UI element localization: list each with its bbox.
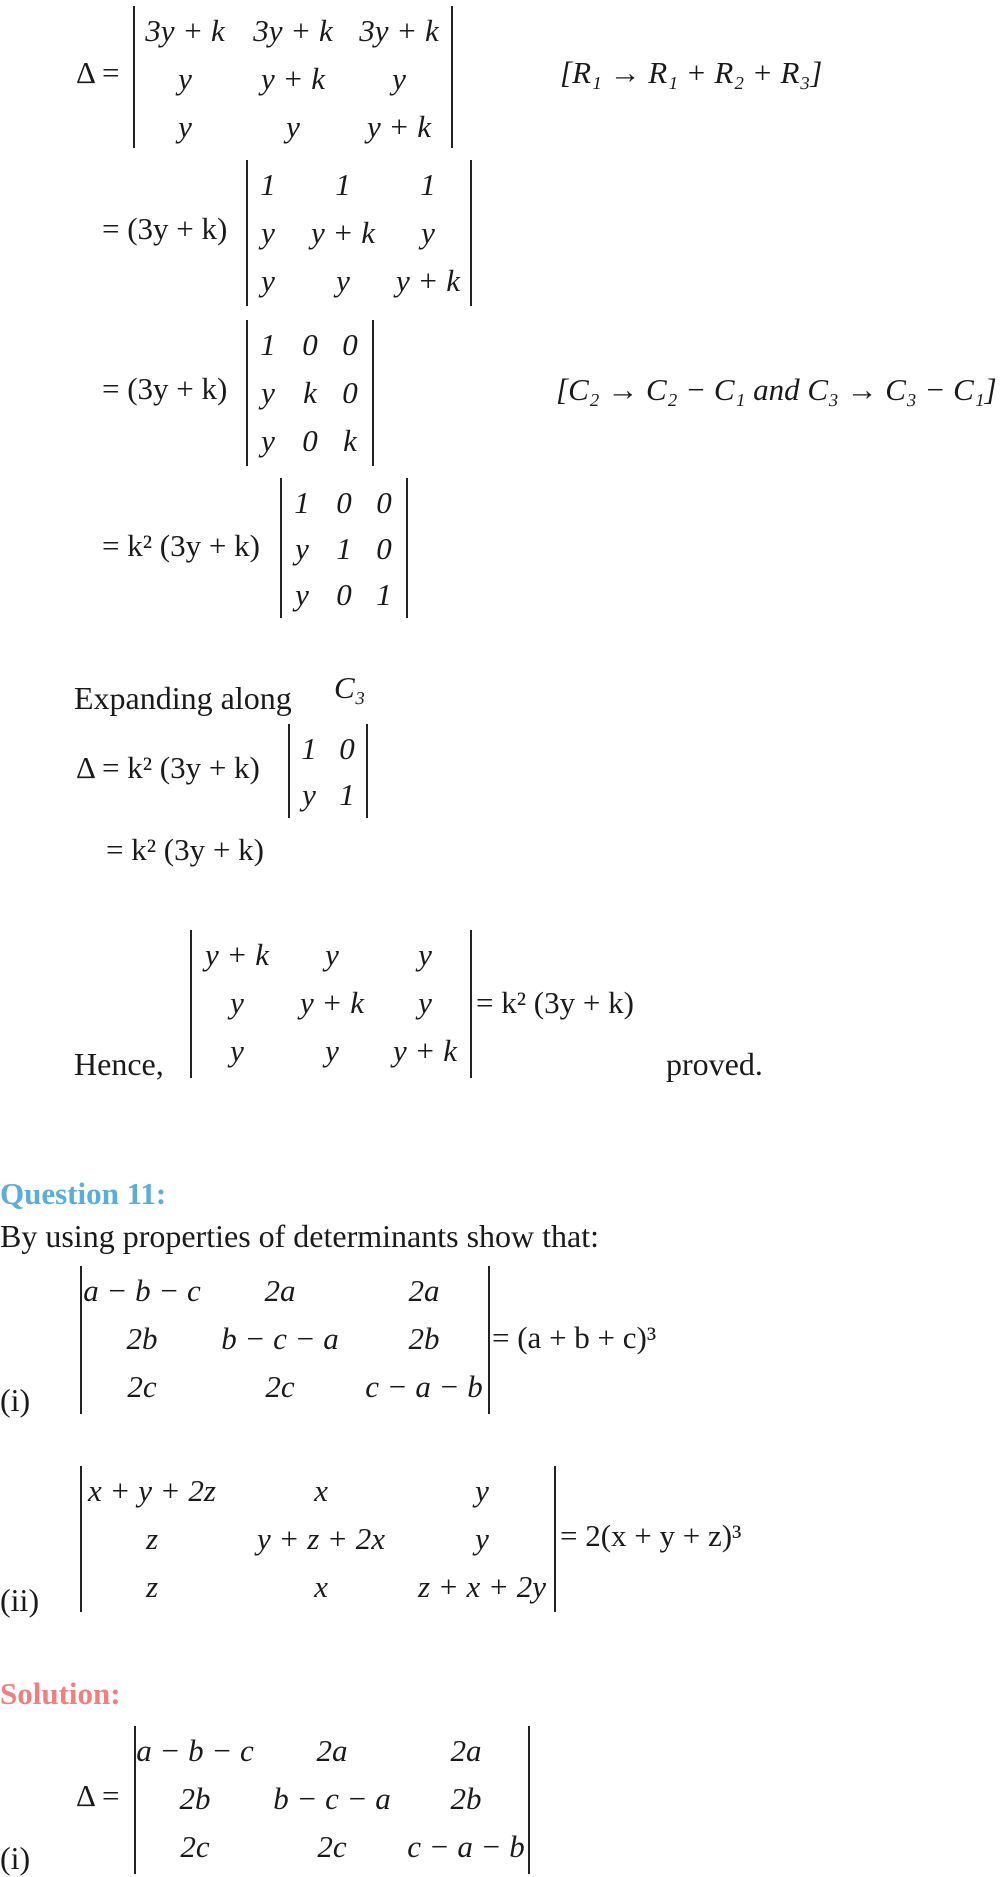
determinant-hence	[190, 930, 472, 1078]
matrix-cell: y	[261, 375, 275, 410]
matrix-cell: z + x + 2y	[418, 1569, 546, 1604]
part-label: (ii)	[0, 1582, 40, 1618]
determinant-4	[280, 478, 408, 618]
matrix-cell: y	[418, 937, 432, 972]
matrix-cell: 2b	[126, 1321, 158, 1356]
matrix-cell: y	[421, 215, 435, 250]
factor-prefix: = (3y + k)	[102, 211, 228, 246]
determinant-5	[288, 724, 368, 818]
matrix-cell: 1	[339, 777, 355, 812]
matrix-cell: 1	[294, 485, 310, 520]
matrix-cell: 2c	[127, 1369, 157, 1404]
matrix-cell: c − a − b	[407, 1829, 525, 1864]
matrix-cell: x	[314, 1473, 328, 1508]
matrix-cell: y	[230, 1033, 244, 1068]
matrix-cell: y	[325, 937, 339, 972]
matrix-cell: k	[303, 375, 317, 410]
matrix-cell: y	[261, 423, 275, 458]
expanding-variable: C₃	[334, 670, 366, 705]
matrix-cell: y + k	[393, 1033, 457, 1068]
matrix-cell: y + z + 2x	[257, 1521, 385, 1556]
determinant-3	[246, 320, 374, 466]
matrix-cell: y	[178, 61, 192, 96]
row-operation-note: [R₁ → R₁ + R₂ + R₃]	[560, 55, 823, 90]
matrix-cell: 2c	[265, 1369, 295, 1404]
determinant-1	[133, 6, 453, 148]
determinant-question-2	[80, 1466, 556, 1612]
matrix-cell: c − a − b	[365, 1369, 483, 1404]
matrix-cell: 2b	[450, 1781, 482, 1816]
matrix-cell: y	[261, 263, 275, 298]
matrix-cell: 1	[260, 167, 276, 202]
matrix-cell: a − b − c	[83, 1273, 201, 1308]
matrix-cell: 2b	[179, 1781, 211, 1816]
matrix-cell: 2a	[408, 1273, 440, 1308]
solution-title: Solution:	[0, 1676, 121, 1711]
matrix-cell: 1	[301, 731, 317, 766]
matrix-cell: 2a	[316, 1733, 348, 1768]
matrix-cell: z	[145, 1521, 159, 1556]
matrix-cell: k	[343, 423, 357, 458]
determinant-2	[246, 160, 472, 306]
matrix-cell: y	[178, 109, 192, 144]
matrix-cell: y	[230, 985, 244, 1020]
matrix-cell: y + k	[300, 985, 364, 1020]
matrix-cell: b − c − a	[273, 1781, 391, 1816]
factor-prefix: Δ = k² (3y + k)	[76, 750, 260, 785]
matrix-cell: y + k	[205, 937, 269, 972]
matrix-cell: a − b − c	[136, 1733, 254, 1768]
part-label: (i)	[0, 1382, 31, 1418]
matrix-cell: 1	[376, 577, 392, 612]
matrix-cell: 0	[336, 485, 352, 520]
factor-prefix: = (3y + k)	[102, 371, 228, 406]
matrix-cell: y	[475, 1473, 489, 1508]
matrix-cell: z	[145, 1569, 159, 1604]
part1-rhs: = (a + b + c)³	[492, 1320, 657, 1355]
matrix-cell: x	[314, 1569, 328, 1604]
factor-prefix: = k² (3y + k)	[102, 528, 260, 563]
result-line: = k² (3y + k)	[106, 832, 264, 867]
part-label: (i)	[0, 1840, 31, 1876]
matrix-cell: 0	[336, 577, 352, 612]
matrix-cell: y	[302, 777, 316, 812]
matrix-cell: y + k	[311, 215, 375, 250]
matrix-cell: y	[475, 1521, 489, 1556]
question-prompt: By using properties of determinants show that:	[0, 1218, 600, 1254]
matrix-cell: y	[286, 109, 300, 144]
matrix-cell: 1	[260, 327, 276, 362]
matrix-cell: y + k	[261, 61, 325, 96]
column-operation-note: [C₂ → C₂ − C₁ and C₃ → C₃ − C₁]	[556, 372, 997, 407]
matrix-cell: 0	[376, 531, 392, 566]
matrix-cell: x + y + 2z	[88, 1473, 216, 1508]
determinant-question-1	[80, 1266, 490, 1414]
delta-label: Δ =	[76, 1778, 120, 1813]
matrix-cell: 0	[302, 327, 318, 362]
matrix-cell: 2a	[450, 1733, 482, 1768]
matrix-cell: 2b	[408, 1321, 440, 1356]
matrix-cell: 0	[302, 423, 318, 458]
delta-label: Δ =	[76, 55, 120, 90]
matrix-cell: 0	[339, 731, 355, 766]
matrix-cell: 3y + k	[253, 13, 333, 48]
matrix-cell: 0	[376, 485, 392, 520]
matrix-cell: 1	[335, 167, 351, 202]
matrix-cell: 0	[342, 375, 358, 410]
part2-rhs: = 2(x + y + z)³	[560, 1518, 742, 1553]
matrix-cell: y + k	[396, 263, 460, 298]
matrix-cell: y	[295, 577, 309, 612]
matrix-cell: y	[325, 1033, 339, 1068]
question-title: Question 11:	[0, 1176, 167, 1211]
matrix-cell: 2a	[264, 1273, 296, 1308]
determinant-solution	[134, 1726, 530, 1874]
matrix-cell: y	[418, 985, 432, 1020]
matrix-cell: 3y + k	[359, 13, 439, 48]
matrix-cell: 1	[420, 167, 436, 202]
hence-rhs: = k² (3y + k)	[476, 985, 634, 1020]
matrix-cell: 3y + k	[145, 13, 225, 48]
matrix-cell: 2c	[317, 1829, 347, 1864]
matrix-cell: b − c − a	[221, 1321, 339, 1356]
matrix-cell: y + k	[367, 109, 431, 144]
matrix-cell: 2c	[180, 1829, 210, 1864]
expanding-text: Expanding along	[74, 680, 292, 716]
proved-text: proved.	[666, 1046, 763, 1082]
matrix-cell: y	[336, 263, 350, 298]
matrix-cell: 1	[336, 531, 352, 566]
matrix-cell: y	[261, 215, 275, 250]
matrix-cell: y	[392, 61, 406, 96]
matrix-cell: y	[295, 531, 309, 566]
hence-label: Hence,	[74, 1046, 164, 1082]
matrix-cell: 0	[342, 327, 358, 362]
